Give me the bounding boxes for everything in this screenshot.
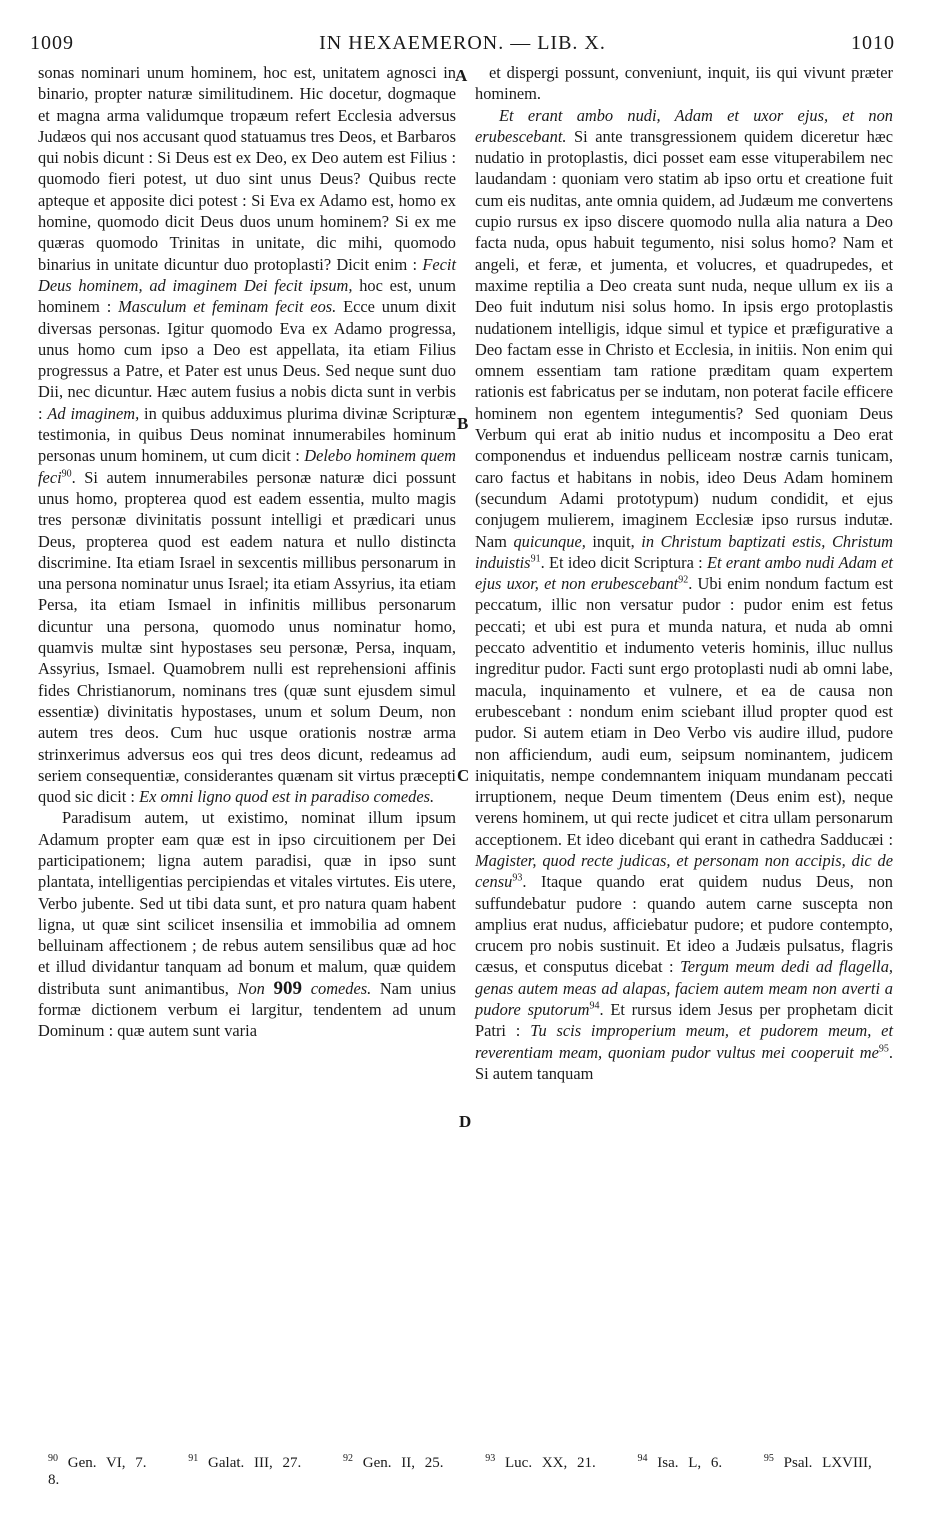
- text-span: Ecce unum dixit diversas personas. Igitur quomodo Eva ex Adamo progressa, unus homo cum ipso a Deo est appellata, ita etiam Filius progressus a Patre, et Pater est unus Deus. Sed neque sunt duo Dii, nec dicuntur. Hæc autem fusius a nobis dicta sunt in verbis :: [38, 297, 456, 423]
- text-span: sonas nominari unum hominem, hoc est, unitatem agnosci in binario, propter naturæ similitudinem. Hic docetur, dogmaque et magna arma validumque tropæum refert Ecclesia adversus Judæos qui nos accusant quod statuamus tres Deos, et Barbaros qui nobis dicunt : Si Deus est ex Deo, ex Deo autem est Filius : quomodo fieri potest, ut duo sint unus Deus? Quibus recte apteque et apposite dici potest : Si Eva ex Adamo est, homo ex homine, quomodo dicit Deus duos unum hominem? Si ex me quæras quomodo Trinitas in unitate, dic mihi, quomodo binarius in unitate dicuntur duo protoplasti? Dicit enim :: [38, 63, 456, 274]
- running-title: IN HEXAEMERON. — LIB. X.: [319, 32, 606, 54]
- text-span: Paradisum autem, ut existimo, nominat illum ipsum Adamum propter eam quæ est in ipso circuitionem per Dei participationem; ligna autem paradisi, quæ in ipso sunt plantata, intelligentias percipiendas et vitales virtutes. Eis utere, Verbo jubente. Sed ut tibi data sunt, et pro natura quam habent ligna, ut quæ sint scilicet insensilia et immobilia ad omnem belluinam affectionem ; de rebus autem sensilibus quæ ad hoc et illud dividantur tanquam ad bonum et malum, quæ quidem distributa sunt animantibus,: [38, 808, 456, 998]
- footnote-ref: 95: [878, 1043, 889, 1055]
- text-span: . Si autem tanquam: [475, 1042, 893, 1083]
- margin-marker-a: A: [455, 66, 468, 85]
- footnote-number: 93: [485, 1453, 496, 1464]
- scripture-quote: comedes.: [310, 978, 372, 998]
- margin-marker-d: D: [459, 1112, 472, 1131]
- scripture-quote: Ad imaginem,: [47, 403, 140, 423]
- footnote: [48, 1455, 163, 1471]
- footnote-text: Isa. L, 6.: [657, 1455, 723, 1471]
- scripture-quote: Magister, quod recte judicas, et personam non accipis, dic de censu: [475, 850, 893, 892]
- footnote-ref: 92: [678, 574, 689, 586]
- footnote: [188, 1455, 317, 1471]
- margin-marker-c: C: [457, 766, 470, 785]
- footnote-text: Luc. XX, 21.: [505, 1455, 596, 1471]
- running-header: [30, 32, 895, 58]
- footnote-number: 94: [637, 1453, 648, 1464]
- text-span: . Si autem innumerabiles personæ naturæ dici possunt unus homo, propterea quod est eadem essentia, multo magis tres personæ divinitatis possunt intelligi et prædicari unus Deus, propterea quod est eadem natura et nullo distincta discrimine. Ita etiam Israel in sexcentis millibus personarum in una persona nominatur unus Israel; ita etiam Assyrius, ita etiam Persa, ita etiam Ismael in infinitis millibus personarum dicuntur una persona, quomodo unus nominatur homo, quamvis multæ sint hypostases seu personæ, Persa, inquam, Assyrius, Ismael. Quamobrem nulli est reprehensioni affinis fides Christianorum, nominans tres (quæ sunt ejusdem simul essentiæ) divinitatis hypostases, unum et solum Deum, non autem tres deos. Cum huc usque orationis nostræ arma strinxerimus adversus eos qui tres deos dicunt, redeamus ad seriem consequentiæ, considerantes quænam sit virtus præcepti quod sic dicit :: [38, 467, 456, 807]
- footnote: [638, 1455, 739, 1471]
- text-span: et dispergi possunt, conveniunt, inquit, iis qui vivunt præter hominem.: [475, 63, 893, 104]
- scripture-quote: Tu scis improperium meum, et pudorem meum, et reverentiam meam, quoniam pudor vultus mei cooperuit me: [475, 1021, 893, 1062]
- text-span: . Et rursus idem Jesus per prophetam dicit Patri :: [475, 1000, 893, 1041]
- text-span: inquit,: [585, 531, 642, 551]
- footnote-number: 95: [763, 1453, 774, 1464]
- footnote-text: Galat. III, 27.: [208, 1455, 302, 1471]
- footnotes: [48, 1455, 885, 1489]
- footnote-number: 92: [343, 1453, 354, 1464]
- left-page-number: 1009: [30, 32, 74, 54]
- text-span: in quibus adduximus plurima divinæ Scripturæ testimonia, in quibus Deus nominat innumerabiles hominum personas unum hominem, ut cum dicit :: [38, 403, 457, 466]
- right-column: [475, 62, 893, 1084]
- text-span: hoc est, unum hominem :: [38, 275, 456, 317]
- footnote-text: Psal. LXVIII, 8.: [48, 1455, 872, 1488]
- scripture-quote: in Christum baptizati estis, Christum induistis: [475, 531, 893, 572]
- text-span: Nam unius formæ dictionem verbum ei largitur, tendentem ad unum Dominum : quæ autem sunt varia: [38, 978, 456, 1041]
- left-paragraph-2: [38, 807, 456, 1041]
- left-paragraph-1: [38, 62, 456, 807]
- column-number: 909: [273, 977, 303, 999]
- footnote-number: 90: [48, 1453, 58, 1464]
- text-span: . Itaque quando erat quidem nudus Deus, non suffundebatur pudore : quando autem carne suscepta non amplius erat nudus, afficiebatur pudore; et pudore contempto, crucem pro nobis sustinuit. Et ideo a Judæis pulsatus, flagris cæsus, et consputus dicebat :: [475, 872, 893, 977]
- text-span: . Ubi enim nondum factum est peccatum, illic non versatur pudor : pudor enim est fetus peccati; et ubi est pura et munda natura, et nuda ab omni peccato adventitio et indumento veteris hominis, illuc nullus ingreditur pudor. Facti sunt ergo protoplasti nudi ab omni labe, macula, inquinamento et vulnere, et ea de causa non erubescebant : nondum enim sciebant illud propter quod est pudor. Si autem etiam in Deo Verbo vis audire illud, pudore non afficiendum, audi eum, seipsum nominantem, judicem iniquitatis, nempe condemnantem iniquam mundanam peccati irruptionem, neque Deum timentem (Deus enim est), neque verens hominem, ut qui recte judicet et citra ullam personarum acceptionem. Et ideo dicebant qui erant in cathedra Sadducæi :: [475, 574, 894, 849]
- footnote: [343, 1455, 459, 1471]
- footnote-text: Gen. II, 25.: [362, 1455, 444, 1471]
- right-paragraph-1: [475, 62, 893, 105]
- scripture-quote: quicunque,: [513, 531, 586, 551]
- scripture-quote: Et erant ambo nudi, Adam et uxor ejus, et non erubescebant.: [475, 105, 893, 146]
- footnote-text: Gen. VI, 7.: [67, 1455, 147, 1471]
- footnote-ref: 90: [61, 468, 72, 480]
- footnote: [485, 1455, 612, 1471]
- footnote-number: 91: [188, 1453, 199, 1464]
- scripture-quote: Fecit Deus hominem, ad imaginem Dei fecit ipsum,: [38, 254, 456, 295]
- right-paragraph-2: [475, 105, 893, 1085]
- footnote-ref: 94: [589, 1000, 600, 1012]
- scripture-quote: Ex omni ligno quod est in paradiso comedes.: [139, 787, 435, 807]
- footnote-ref: 93: [512, 872, 523, 884]
- scripture-quote: Delebo hominem quem feci: [38, 446, 456, 487]
- text-span: . Et ideo dicit Scriptura :: [540, 552, 707, 572]
- scripture-quote: Et erant ambo nudi Adam et ejus uxor, et non erubescebant: [475, 552, 893, 594]
- margin-marker-b: B: [457, 414, 469, 433]
- right-page-number: 1010: [851, 32, 895, 54]
- left-column: [38, 62, 456, 1042]
- scripture-quote: Tergum meum dedi ad flagella, genas autem meas ad alapas, faciem autem meam non averti a pudore sputorum: [475, 957, 894, 1020]
- footnote-ref: 91: [530, 553, 541, 565]
- scripture-quote: Non: [237, 978, 265, 998]
- scripture-quote: Masculum et feminam fecit eos.: [118, 297, 337, 317]
- text-span: Si ante transgressionem quidem diceretur hæc nudatio in protoplastis, dici posset eam esse vituperabilem nec laudandam : quoniam vero statim ab ipso ortu et creatione fuit cum eis nuditas, ante omnia quidem, ad Judæum me convertens cupio rursus ex ipso discere quomodo nulla alia natura a Deo facta nuda, opus habuit tegumento, nisi solus homo? Nam et angeli, et feræ, et jumenta, et volucres, et quadrupedes, et maxime reptilia a Deo creata sunt nuda, neque ullum ex iis a Deo fuit indutum nisi solus homo. In ipsis ergo protoplastis nudationem intelligis, idque simul et typice et præfigurative a Deo factam esse in Christo et Ecclesia, in initiis. Non enim qui omnem essentiam tam ratione præditam quam expertem rationis est fabricatus per se indutam, non poterat facile efficere hominem non egentem integumentis? Sed quoniam Deus Verbum qui erat ab initio nudus et incompositu a Deo erat componendus et induendus pelliceam nostræ carnis tunicam, caro factus et habitans in nobis, ideo Deus Adam hominem (secundum Adami prototypum) nudum condidit, et ejus conjugem mulierem, imaginem Ecclesiæ ipso rursus indutæ. Nam: [475, 126, 893, 551]
